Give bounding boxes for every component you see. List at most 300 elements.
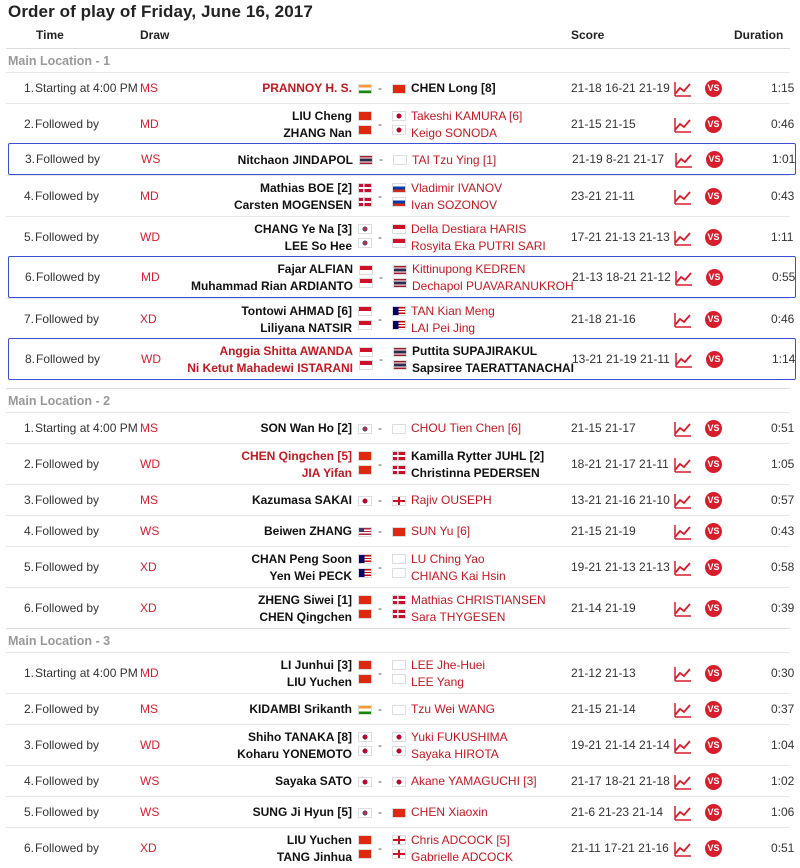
match-score: 19-21 21-14 21-14: [571, 737, 670, 752]
stats-chart-icon[interactable]: [674, 601, 692, 620]
left-flags: [358, 492, 374, 509]
player-link[interactable]: Puttita SUPAJIRAKUL: [412, 344, 538, 358]
right-team: [411, 448, 581, 482]
flag-ina-icon: [359, 360, 373, 370]
event-code[interactable]: XD: [140, 559, 157, 574]
flag-eng-icon: [392, 835, 406, 845]
left-team: [166, 657, 352, 691]
versus-dash: -: [378, 523, 382, 538]
stats-chart-icon[interactable]: [675, 270, 693, 289]
versus-dash: -: [378, 701, 382, 716]
event-code[interactable]: MS: [140, 492, 158, 507]
player-link[interactable]: Yen Wei PECK: [269, 568, 352, 583]
flag-jpn-icon: [392, 732, 406, 742]
match-duration: 1:06: [771, 804, 795, 819]
player-link[interactable]: CHIANG Kai Hsin: [411, 568, 506, 583]
match-row[interactable]: [6, 796, 795, 827]
match-score: 21-14 21-19: [571, 600, 636, 615]
player-link[interactable]: Tzu Wei WANG: [411, 702, 496, 716]
match-number: 2.: [23, 456, 34, 471]
right-flags: [392, 448, 408, 479]
match-row[interactable]: [8, 338, 796, 380]
right-flags: [392, 729, 408, 760]
versus-dash: -: [378, 420, 382, 435]
player-link[interactable]: SUNG Ji Hyun [5]: [252, 805, 352, 819]
player-link[interactable]: CHEN Qingchen: [259, 609, 352, 624]
flag-chn-icon: [358, 595, 372, 605]
player-link[interactable]: SUN Yu [6]: [411, 524, 471, 538]
player-link[interactable]: ZHENG Siwei [1]: [257, 592, 352, 607]
player-link[interactable]: Kittinupong KEDREN: [412, 262, 526, 276]
player-link[interactable]: CHEN Xiaoxin: [411, 805, 488, 819]
right-team: [411, 804, 581, 821]
match-time: Followed by: [35, 600, 100, 615]
player-link[interactable]: Vladimir IVANOV: [411, 180, 503, 195]
stats-chart-icon[interactable]: [674, 457, 692, 476]
flag-tpe-icon: [392, 554, 406, 564]
player-link[interactable]: PRANNOY H. S.: [262, 81, 352, 95]
match-time: Followed by: [35, 492, 100, 507]
right-team: [411, 832, 581, 866]
vs-icon[interactable]: VS: [705, 600, 722, 617]
versus-dash: -: [378, 665, 382, 680]
match-score: 21-13 18-21 21-12: [572, 270, 671, 284]
match-time: Followed by: [36, 352, 101, 366]
table-header: [0, 26, 800, 46]
event-code[interactable]: WS: [140, 804, 160, 819]
match-time: Followed by: [35, 188, 100, 203]
versus-dash: -: [378, 773, 382, 788]
left-flags: [358, 729, 374, 760]
player-link[interactable]: Ni Ketut Mahadewi ISTARANI: [187, 361, 353, 375]
col-score: Score: [571, 28, 605, 42]
flag-chn-icon: [392, 84, 406, 94]
event-code[interactable]: WS: [140, 523, 160, 538]
left-team: [166, 420, 352, 437]
player-link[interactable]: CHEN Qingchen [5]: [241, 448, 352, 463]
vs-icon[interactable]: VS: [705, 188, 722, 205]
player-link[interactable]: KIDAMBI Srikanth: [249, 702, 352, 716]
match-duration: 0:51: [771, 420, 795, 435]
player-link[interactable]: Carsten MOGENSEN: [233, 197, 352, 212]
right-flags: [392, 80, 408, 97]
right-flags: [392, 108, 408, 139]
player-link[interactable]: CHOU Tien Chen [6]: [411, 421, 522, 435]
player-link[interactable]: CHAN Peng Soon: [251, 551, 352, 566]
match-time: Followed by: [36, 152, 101, 166]
player-link[interactable]: Mathias CHRISTIANSEN: [411, 592, 546, 607]
left-team: [167, 152, 353, 169]
flag-ina-icon: [358, 306, 372, 316]
vs-icon[interactable]: VS: [705, 737, 722, 754]
match-row[interactable]: [6, 443, 795, 484]
match-row[interactable]: [6, 103, 795, 144]
flag-eng-icon: [392, 496, 406, 506]
stats-chart-icon[interactable]: [674, 524, 692, 543]
flag-ind-icon: [358, 84, 372, 94]
event-code[interactable]: WD: [140, 229, 160, 244]
match-score: 21-6 21-23 21-14: [571, 804, 664, 819]
right-flags: [392, 492, 408, 509]
event-code[interactable]: XD: [140, 840, 157, 855]
stats-chart-icon[interactable]: [674, 312, 692, 331]
left-flags: [359, 152, 375, 169]
stats-chart-icon[interactable]: [674, 230, 692, 249]
player-link[interactable]: Mathias BOE [2]: [259, 180, 352, 195]
vs-icon[interactable]: VS: [705, 456, 722, 473]
player-link[interactable]: Della Destiara HARIS: [411, 221, 527, 236]
flag-mas-icon: [392, 320, 406, 330]
flag-tpe-icon: [393, 155, 407, 165]
flag-jpn-icon: [392, 746, 406, 756]
match-row[interactable]: [8, 256, 796, 298]
event-code[interactable]: MD: [140, 188, 159, 203]
right-flags: [392, 773, 408, 790]
player-link[interactable]: CHEN Long [8]: [411, 81, 496, 95]
flag-jpn-icon: [392, 777, 406, 787]
vs-icon[interactable]: VS: [705, 229, 722, 246]
left-flags: [358, 551, 374, 582]
stats-chart-icon[interactable]: [674, 841, 692, 860]
match-row[interactable]: [6, 72, 795, 103]
flag-tha-icon: [393, 360, 407, 370]
player-link[interactable]: LEE Jhe-Huei: [411, 657, 486, 672]
player-link[interactable]: TAN Kian Meng: [411, 303, 495, 318]
match-row[interactable]: [6, 765, 795, 796]
versus-dash: -: [378, 229, 382, 244]
match-number: 5.: [23, 804, 34, 819]
player-link[interactable]: Akane YAMAGUCHI [3]: [411, 774, 537, 788]
match-row[interactable]: [8, 143, 796, 175]
match-duration: 0:58: [771, 559, 795, 574]
match-time: Starting at 4:00 PM: [35, 420, 138, 435]
stats-chart-icon[interactable]: [674, 560, 692, 579]
match-row[interactable]: [6, 652, 795, 693]
player-link[interactable]: Dechapol PUAVARANUKROH: [412, 279, 574, 293]
match-row[interactable]: [6, 216, 794, 257]
versus-dash: -: [378, 559, 382, 574]
flag-jpn-icon: [358, 746, 372, 756]
section-header: Main Location - 2: [6, 388, 790, 412]
match-score: 21-15 21-14: [571, 701, 636, 716]
left-flags: [358, 420, 374, 437]
flag-kor-icon: [358, 238, 372, 248]
stats-chart-icon[interactable]: [674, 805, 692, 824]
flag-tpe-icon: [392, 660, 406, 670]
player-link[interactable]: Rajiv OUSEPH: [411, 493, 492, 507]
flag-chn-icon: [358, 660, 372, 670]
player-link[interactable]: JIA Yifan: [301, 465, 352, 480]
flag-jpn-icon: [392, 125, 406, 135]
player-link[interactable]: TANG Jinhua: [276, 849, 352, 864]
left-team: [166, 729, 352, 763]
player-link[interactable]: Koharu YONEMOTO: [237, 746, 352, 761]
left-team: [166, 701, 352, 718]
left-flags: [359, 261, 375, 292]
match-number: 1.: [23, 665, 34, 680]
player-link[interactable]: Sapsiree TAERATTANACHAI: [412, 361, 575, 375]
flag-ina-icon: [359, 265, 373, 275]
event-code[interactable]: MS: [140, 701, 158, 716]
left-team: [166, 523, 352, 540]
match-score: 19-21 21-13 21-13: [571, 559, 670, 574]
flag-tha-icon: [393, 278, 407, 288]
section-header: Main Location - 1: [6, 48, 790, 72]
match-score: 23-21 21-11: [571, 188, 635, 203]
left-team: [166, 551, 352, 585]
player-link[interactable]: LIU Yuchen: [286, 674, 352, 689]
flag-chn-icon: [358, 835, 372, 845]
player-link[interactable]: Beiwen ZHANG: [263, 524, 352, 538]
event-code[interactable]: WD: [140, 737, 160, 752]
right-team: [411, 80, 581, 97]
stats-chart-icon[interactable]: [674, 117, 692, 136]
player-link[interactable]: Nitchaon JINDAPOL: [237, 152, 353, 167]
match-number: 7.: [23, 311, 34, 326]
stats-chart-icon[interactable]: [674, 421, 692, 440]
left-team: [166, 80, 352, 97]
player-link[interactable]: Sayaka SATO: [275, 774, 352, 788]
flag-jpn-icon: [358, 777, 372, 787]
right-team: [411, 492, 581, 509]
right-team: [412, 343, 582, 377]
player-link[interactable]: Liliyana NATSIR: [260, 320, 352, 335]
left-flags: [358, 773, 374, 790]
player-link[interactable]: Tontowi AHMAD [6]: [241, 303, 352, 318]
event-code[interactable]: WS: [141, 152, 161, 166]
left-team: [166, 592, 352, 626]
match-duration: 0:51: [771, 840, 795, 855]
match-number: 8.: [24, 352, 35, 366]
right-team: [411, 180, 581, 214]
player-link[interactable]: CHANG Ye Na [3]: [254, 221, 352, 236]
versus-dash: -: [379, 270, 383, 284]
match-number: 6.: [23, 840, 34, 855]
player-link[interactable]: Fajar ALFIAN: [277, 262, 353, 276]
vs-icon[interactable]: VS: [706, 151, 723, 168]
player-link[interactable]: Shiho TANAKA [8]: [248, 729, 352, 744]
player-link[interactable]: SON Wan Ho [2]: [260, 421, 352, 435]
versus-dash: -: [378, 188, 382, 203]
right-flags: [392, 551, 408, 582]
event-code[interactable]: MD: [140, 665, 159, 680]
event-code[interactable]: XD: [140, 600, 157, 615]
flag-tha-icon: [393, 265, 407, 275]
match-row[interactable]: [6, 724, 795, 765]
right-flags: [393, 152, 409, 169]
player-link[interactable]: Christinna PEDERSEN: [411, 465, 540, 480]
versus-dash: -: [378, 80, 382, 95]
stats-chart-icon[interactable]: [674, 189, 692, 208]
right-flags: [392, 180, 408, 211]
flag-chn-icon: [358, 674, 372, 684]
match-score: 21-15 21-19: [571, 523, 636, 538]
vs-icon[interactable]: VS: [705, 523, 722, 540]
stats-chart-icon[interactable]: [674, 774, 692, 793]
player-link[interactable]: Yuki FUKUSHIMA: [411, 729, 508, 744]
left-team: [166, 108, 352, 142]
player-link[interactable]: Gabrielle ADCOCK: [411, 849, 514, 864]
event-code[interactable]: XD: [140, 311, 157, 326]
page-title: Order of play of Friday, June 16, 2017: [8, 2, 313, 21]
right-flags: [392, 701, 408, 718]
versus-dash: -: [378, 737, 382, 752]
event-code[interactable]: MD: [141, 270, 160, 284]
match-row[interactable]: [6, 298, 795, 339]
flag-den-icon: [392, 465, 406, 475]
vs-icon[interactable]: VS: [705, 773, 722, 790]
player-link[interactable]: TAI Tzu Ying [1]: [412, 152, 497, 167]
flag-mas-icon: [358, 568, 372, 578]
match-time: Followed by: [35, 116, 100, 131]
match-time: Followed by: [35, 773, 100, 788]
match-score: 21-15 21-17: [571, 420, 636, 435]
match-duration: 0:37: [771, 701, 795, 716]
left-team: [166, 180, 352, 214]
event-code[interactable]: MS: [140, 80, 158, 95]
right-flags: [392, 523, 408, 540]
flag-chn-icon: [358, 111, 372, 121]
player-link[interactable]: LU Ching Yao: [411, 551, 485, 566]
flag-den-icon: [392, 595, 406, 605]
left-flags: [358, 523, 374, 540]
match-duration: 1:15: [771, 80, 795, 95]
right-team: [411, 773, 581, 790]
left-team: [166, 804, 352, 821]
match-row[interactable]: [6, 827, 795, 868]
stats-chart-icon[interactable]: [674, 493, 692, 512]
match-row[interactable]: [6, 175, 795, 216]
player-link[interactable]: ZHANG Nan: [283, 125, 352, 140]
vs-icon[interactable]: VS: [705, 80, 722, 97]
match-score: 13-21 21-19 21-11: [572, 352, 670, 366]
left-team: [166, 303, 352, 337]
col-duration: Duration: [734, 28, 784, 42]
versus-dash: -: [378, 804, 382, 819]
player-link[interactable]: LI Junhui [3]: [280, 657, 352, 672]
player-link[interactable]: LAI Pei Jing: [411, 320, 476, 335]
player-link[interactable]: Anggia Shitta AWANDA: [219, 344, 353, 358]
right-team: [411, 303, 581, 337]
left-team: [166, 221, 352, 255]
player-link[interactable]: Kazumasa SAKAI: [251, 493, 352, 507]
right-flags: [393, 261, 409, 292]
right-team: [411, 657, 581, 691]
right-team: [412, 152, 582, 169]
match-duration: 1:05: [771, 456, 795, 471]
player-link[interactable]: Keigo SONODA: [411, 125, 498, 140]
match-row[interactable]: [6, 515, 795, 546]
flag-tha-icon: [359, 155, 373, 165]
vs-icon[interactable]: VS: [705, 116, 722, 133]
event-code[interactable]: MD: [140, 116, 159, 131]
event-code[interactable]: WD: [141, 352, 161, 366]
right-team: [411, 420, 581, 437]
player-link[interactable]: Sara THYGESEN: [411, 609, 506, 624]
match-row[interactable]: [6, 587, 795, 628]
player-link[interactable]: Muhammad Rian ARDIANTO: [190, 279, 353, 293]
match-time: Followed by: [36, 270, 101, 284]
player-link[interactable]: Rosyita Eka PUTRI SARI: [411, 238, 546, 253]
event-code[interactable]: WS: [140, 773, 160, 788]
flag-den-icon: [358, 197, 372, 207]
right-team: [411, 108, 581, 142]
match-time: Followed by: [35, 229, 100, 244]
vs-icon[interactable]: VS: [705, 665, 722, 682]
match-score: 21-19 8-21 21-17: [572, 152, 665, 166]
vs-icon[interactable]: VS: [706, 269, 723, 286]
match-duration: 1:02: [771, 773, 795, 788]
stats-chart-icon[interactable]: [675, 152, 693, 171]
vs-icon[interactable]: VS: [705, 804, 722, 821]
stats-chart-icon[interactable]: [674, 702, 692, 721]
player-link[interactable]: Ivan SOZONOV: [411, 197, 498, 212]
match-number: 3.: [24, 152, 35, 166]
match-number: 5.: [23, 559, 34, 574]
stats-chart-icon[interactable]: [674, 738, 692, 757]
flag-chn-icon: [358, 451, 372, 461]
vs-icon[interactable]: VS: [705, 701, 722, 718]
flag-den-icon: [358, 183, 372, 193]
stats-chart-icon[interactable]: [675, 352, 693, 371]
vs-icon[interactable]: VS: [705, 311, 722, 328]
match-score: 17-21 21-13 21-13: [571, 229, 670, 244]
match-time: Starting at 4:00 PM: [35, 80, 138, 95]
right-team: [412, 261, 582, 295]
flag-ina-icon: [392, 224, 406, 234]
versus-dash: -: [378, 116, 382, 131]
player-link[interactable]: Takeshi KAMURA [6]: [411, 108, 523, 123]
player-link[interactable]: Chris ADCOCK [5]: [411, 832, 510, 847]
vs-icon[interactable]: VS: [705, 492, 722, 509]
match-duration: 1:01: [772, 152, 796, 166]
match-time: Starting at 4:00 PM: [35, 665, 138, 680]
player-link[interactable]: Kamilla Rytter JUHL [2]: [411, 448, 545, 463]
player-link[interactable]: LIU Yuchen: [286, 832, 352, 847]
stats-chart-icon[interactable]: [674, 81, 692, 100]
stats-chart-icon[interactable]: [674, 666, 692, 685]
match-time: Followed by: [35, 311, 100, 326]
event-code[interactable]: MS: [140, 420, 158, 435]
match-time: Followed by: [35, 840, 100, 855]
match-time: Followed by: [35, 737, 100, 752]
match-number: 6.: [23, 600, 34, 615]
right-team: [411, 551, 581, 585]
match-row[interactable]: [6, 546, 795, 587]
vs-icon[interactable]: VS: [706, 351, 723, 368]
left-team: [167, 261, 353, 295]
player-link[interactable]: Sayaka HIROTA: [411, 746, 499, 761]
right-flags: [392, 303, 408, 334]
flag-chn-icon: [392, 808, 406, 818]
vs-icon[interactable]: VS: [705, 559, 722, 576]
flag-chn-icon: [358, 465, 372, 475]
match-duration: 0:39: [771, 600, 795, 615]
match-time: Followed by: [35, 559, 100, 574]
player-link[interactable]: LEE Yang: [411, 674, 464, 689]
vs-icon[interactable]: VS: [705, 420, 722, 437]
player-link[interactable]: LEE So Hee: [284, 238, 352, 253]
versus-dash: -: [378, 600, 382, 615]
event-code[interactable]: WD: [140, 456, 160, 471]
left-flags: [358, 832, 374, 863]
match-row[interactable]: [6, 412, 795, 443]
player-link[interactable]: LIU Cheng: [292, 108, 352, 123]
match-row[interactable]: [6, 484, 795, 515]
vs-icon[interactable]: VS: [705, 840, 722, 857]
left-flags: [358, 657, 374, 688]
match-row[interactable]: [6, 693, 795, 724]
